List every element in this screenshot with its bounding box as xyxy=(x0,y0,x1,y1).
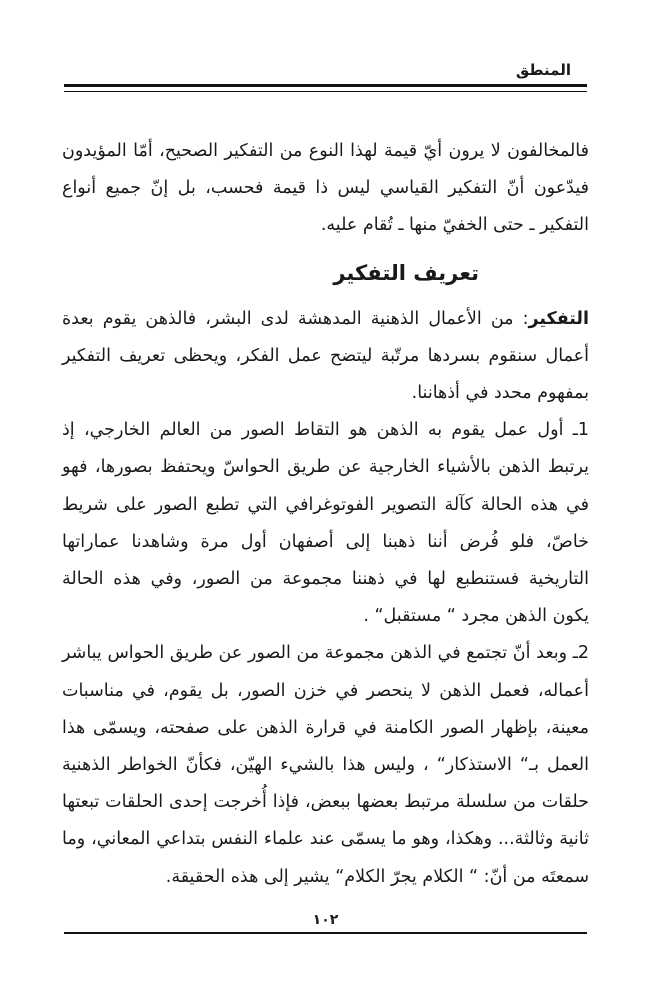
running-header-title: المنطق xyxy=(515,61,571,79)
definition-term: التفكير xyxy=(528,308,589,329)
definition-paragraph xyxy=(62,301,589,413)
definition-text: : من الأعمال الذهنية المدهشة لدى البشر، فالذهن يقوم بعدة أعمال سنقوم بسردها مرتّبة ليتضح عمل الفكر، ويحظى تعريف التفكير بمفهوم محدد في أذهاننا. xyxy=(62,308,589,404)
header-rule-thin xyxy=(64,91,587,92)
page-number: ١٠٢ xyxy=(312,912,339,928)
section-heading: تعريف التفكير xyxy=(333,260,479,285)
footer-rule xyxy=(64,932,587,934)
intro-paragraph: فالمخالفون لا يرون أيّ قيمة لهذا النوع من التفكير الصحيح، أمّا المؤيدون فيدّعون أنّ التفكير القياسي ليس ذا قيمة فحسب، بل إنّ جميع أنواع التفكير ـ حتى الخفيّ منها ـ تُقام عليه. xyxy=(62,141,589,236)
point-2-paragraph: 2ـ وبعد أنّ تجتمع في الذهن مجموعة من الصور عن طريق الحواس يباشر أعماله، فعمل الذهن لا ينحصر في خزن الصور، بل يقوم، في مناسبات معينة، بإظهار الصور الكامنة في قرارة الذهن على صفحته، ويسمّى هذا العمل بـ“ الاستذكار“ ، وليس هذا بالشيء الهيّن، فكأنّ الخواطر الذهنية حلقات من سلسلة مرتبط بعضها ببعض، فإذا أُخرجت إحدى الحلقات تبعتها ثانية وثالثة... وهكذا، وهو ما يسمّى عند علماء النفس بتداعي المعاني، وما سمعتَه من أنّ: “ الكلام يجرّ الكلام“ يشير إلى هذه الحقيقة. xyxy=(62,643,589,887)
page-body xyxy=(62,133,589,896)
point-1-paragraph: 1ـ أول عمل يقوم به الذهن هو التقاط الصور من العالم الخارجي، إذ يرتبط الذهن بالأشياء الخارجية عن طريق الحواسّ ويحتفظ بصورها، فهو في هذه الحالة كآلة التصوير الفوتوغرافي التي تطبع الصور على شريط خاصّ، فلو فُرض أننا ذهبنا إلى أصفهان أول مرة وشاهدنا عماراتها التاريخية فستنطبع لها في ذهننا مجموعة من الصور، وفي هذه الحالة يكون الذهن مجرد “ مستقبل“ . xyxy=(62,420,589,627)
header-rule-thick xyxy=(64,84,587,87)
